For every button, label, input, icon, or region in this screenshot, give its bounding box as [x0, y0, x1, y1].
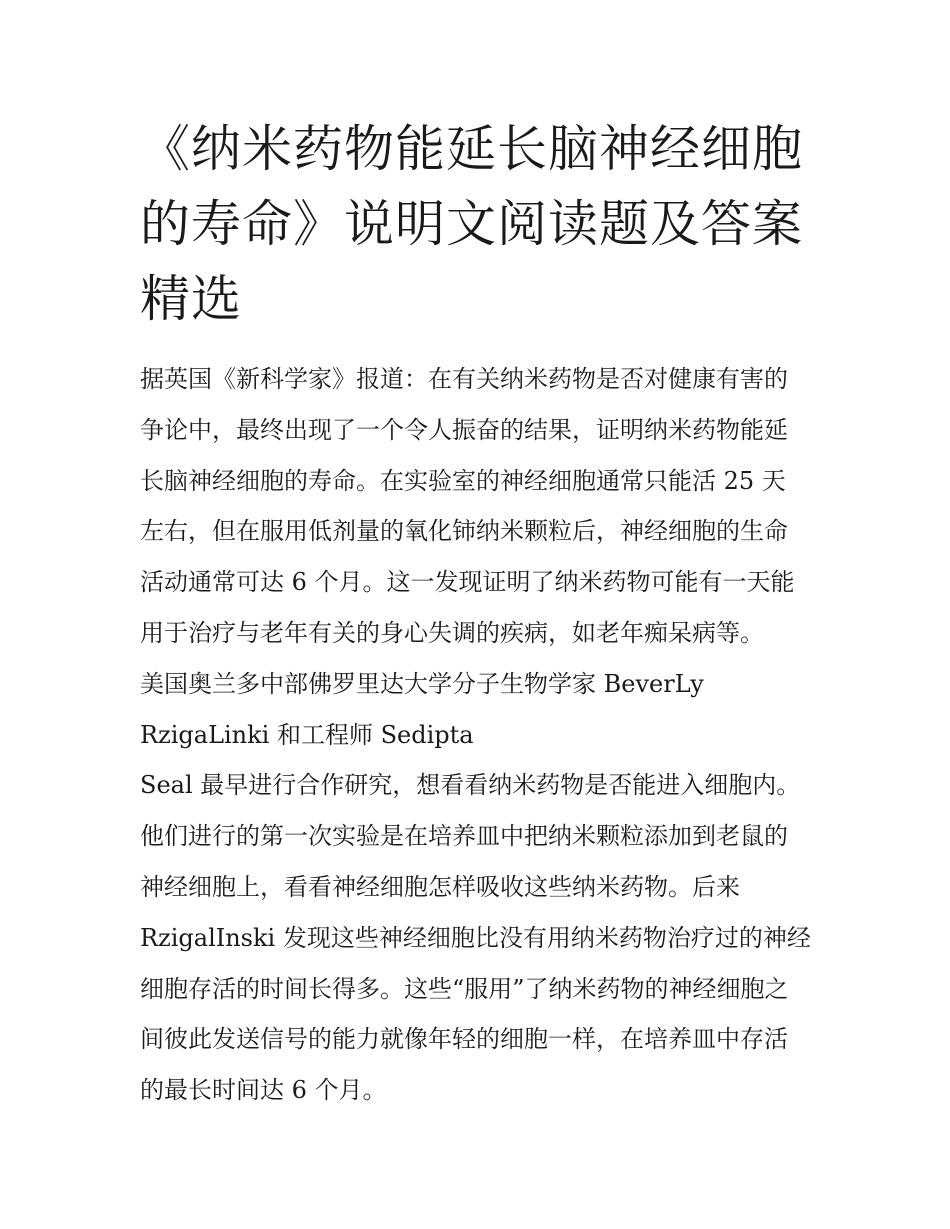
body-line: 他们进行的第一次实验是在培养皿中把纳米颗粒添加到老鼠的 [140, 822, 788, 851]
body-line: 的最长时间达 6 个月。 [140, 1076, 387, 1105]
article-body [140, 354, 820, 1116]
body-line: 长脑神经细胞的寿命。在实验室的神经细胞通常只能活 25 天 [140, 466, 786, 495]
body-line: 争论中，最终出现了一个令人振奋的结果，证明纳米药物能延 [140, 415, 788, 444]
body-line: 细胞存活的时间长得多。这些“服用”了纳米药物的神经细胞之 [140, 974, 789, 1003]
document-page [140, 112, 820, 1116]
body-line: 美国奥兰多中部佛罗里达大学分子生物学家 BeverLy [140, 669, 704, 698]
title-line: 的寿命》说明文阅读题及答案 [140, 195, 803, 253]
body-line: RzigaLinki 和工程师 Sedipta [140, 720, 474, 749]
body-line: RzigalInski 发现这些神经细胞比没有用纳米药物治疗过的神经 [140, 923, 811, 952]
body-line: 据英国《新科学家》报道：在有关纳米药物是否对健康有害的 [140, 365, 788, 393]
body-line: 神经细胞上，看看神经细胞怎样吸收这些纳米药物。后来 [140, 872, 740, 901]
body-line: 活动通常可达 6 个月。这一发现证明了纳米药物可能有一天能 [140, 568, 795, 597]
body-line: 间彼此发送信号的能力就像年轻的细胞一样，在培养皿中存活 [140, 1025, 788, 1054]
document-title [140, 112, 820, 337]
title-line: 《纳米药物能延长脑神经细胞 [140, 120, 803, 178]
body-line: 用于治疗与老年有关的身心失调的疾病，如老年痴呆病等。 [140, 618, 764, 647]
body-line: 左右，但在服用低剂量的氧化铈纳米颗粒后，神经细胞的生命 [140, 517, 788, 546]
body-line: Seal 最早进行合作研究，想看看纳米药物是否能进入细胞内。 [140, 771, 801, 800]
title-line: 精选 [140, 270, 242, 328]
